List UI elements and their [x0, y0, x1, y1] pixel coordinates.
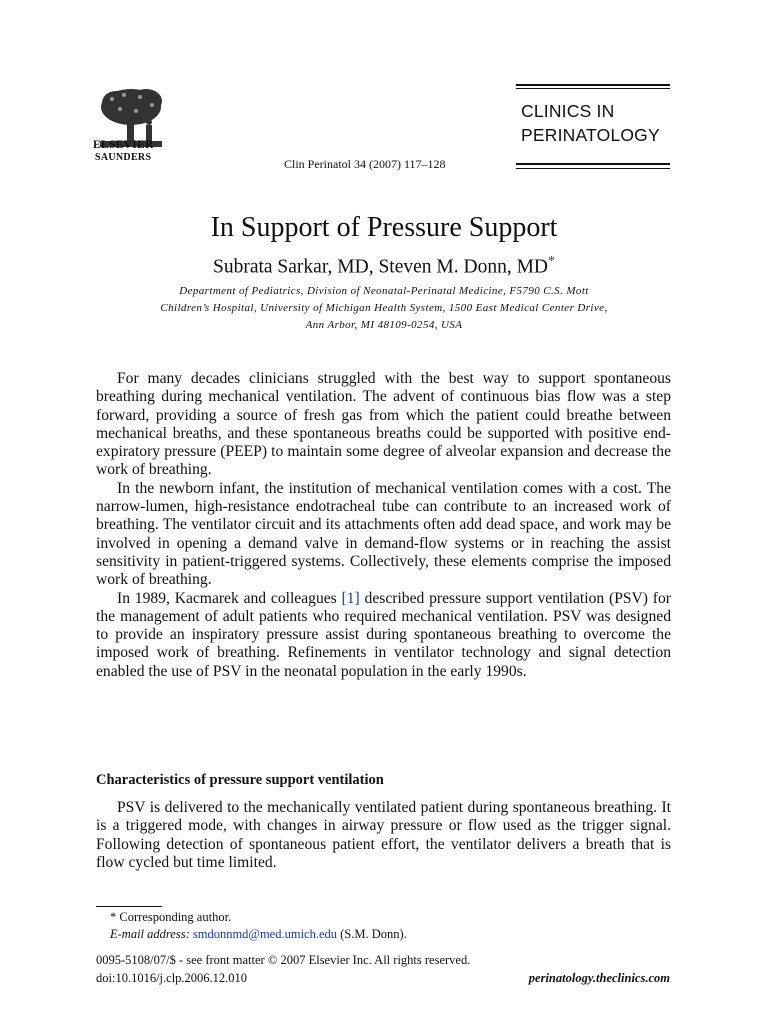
article-authors: [0, 254, 768, 279]
footnote-rule: [96, 906, 162, 907]
article-title: In Support of Pressure Support: [210, 212, 558, 243]
email-label: E-mail address:: [110, 927, 190, 941]
doi[interactable]: doi:10.1016/j.clp.2006.12.010: [96, 971, 248, 985]
journal-citation: Clin Perinatol 34 (2007) 117–128: [284, 157, 446, 171]
section-heading: Characteristics of pressure support ventilation: [96, 772, 384, 788]
publisher-logo-word: ELSEVIER: [93, 139, 154, 151]
issn-copyright: 0095-5108/07/$ - see front matter © 2007 Elsevier Inc. All rights reserved.: [96, 953, 471, 967]
journal-bottom-rule-thin: [516, 168, 670, 169]
journal-website[interactable]: perinatology.theclinics.com: [528, 971, 670, 985]
corresponding-author-mark[interactable]: *: [548, 254, 555, 269]
email-note: [110, 927, 407, 942]
body-paragraph: In the newborn infant, the institution of mechanical ventilation comes with a cost. The narrow-lumen, high-resistance endotracheal tube can contribute to an increased work of breathing. The ventilator circuit and its attachments often add dead space, and work may be involved in opening a demand valve in demand-flow systems or in reaching the assist sensitivity in patient-triggered systems. Collectively, these elements comprise the imposed work of breathing.: [96, 479, 671, 589]
affiliation-line: Department of Pediatrics, Division of Neonatal-Perinatal Medicine, F5790 C.S. Mott: [179, 285, 589, 297]
corresponding-author-note: * Corresponding author.: [110, 910, 232, 924]
journal-bottom-rule: [516, 163, 670, 165]
body-paragraph: PSV is delivered to the mechanically ventilated patient during spontaneous breathing. It is a triggered mode, with changes in airway pressure or flow used as the trigger signal. Following detection of spontaneous patient effort, the ventilator delivers a breath that is flow cycled but time limited.: [96, 799, 671, 871]
affiliation-line: Children’s Hospital, University of Michigan Health System, 1500 East Medical Center Drive,: [160, 302, 608, 314]
paragraph-text: In 1989, Kacmarek and colleagues: [117, 589, 342, 607]
paragraph-text: described pressure support ventilation (PSV) for the management of adult patients who required mechanical ventilation. PSV was designed to provide an inspiratory pressure assist during spontaneous breathing to overcome the imposed work of breathing. Refinements in ventilator technology and signal detection enabled the use of PSV in the neonatal population in the early 1990s.: [96, 589, 671, 680]
journal-name-line2: PERINATOLOGY: [521, 125, 660, 145]
author-names: Subrata Sarkar, MD, Steven M. Donn, MD: [212, 256, 548, 278]
email-suffix: (S.M. Donn).: [337, 927, 407, 941]
journal-top-rule-thin: [516, 88, 670, 89]
article-body: [96, 370, 671, 681]
journal-top-rule: [516, 84, 670, 86]
email-link[interactable]: smdonnmd@med.umich.edu: [192, 927, 338, 941]
reference-link[interactable]: [1]: [341, 589, 360, 607]
body-paragraph: [96, 590, 671, 681]
publisher-imprint: SAUNDERS: [95, 152, 152, 163]
journal-name-line1: CLINICS IN: [521, 101, 615, 121]
body-paragraph: For many decades clinicians struggled with the best way to support spontaneous breathing during mechanical ventilation. The advent of continuous bias flow was a step forward, providing a source of fresh gas from which the patient could breathe between mechanical breaths, and these spontaneous breaths could be supported with positive end-expiratory pressure (PEEP) to maintain some degree of alveolar expansion and decrease the work of breathing.: [96, 370, 671, 479]
affiliation-line: Ann Arbor, MI 48109-0254, USA: [305, 319, 463, 331]
article-body-section: [96, 799, 671, 872]
